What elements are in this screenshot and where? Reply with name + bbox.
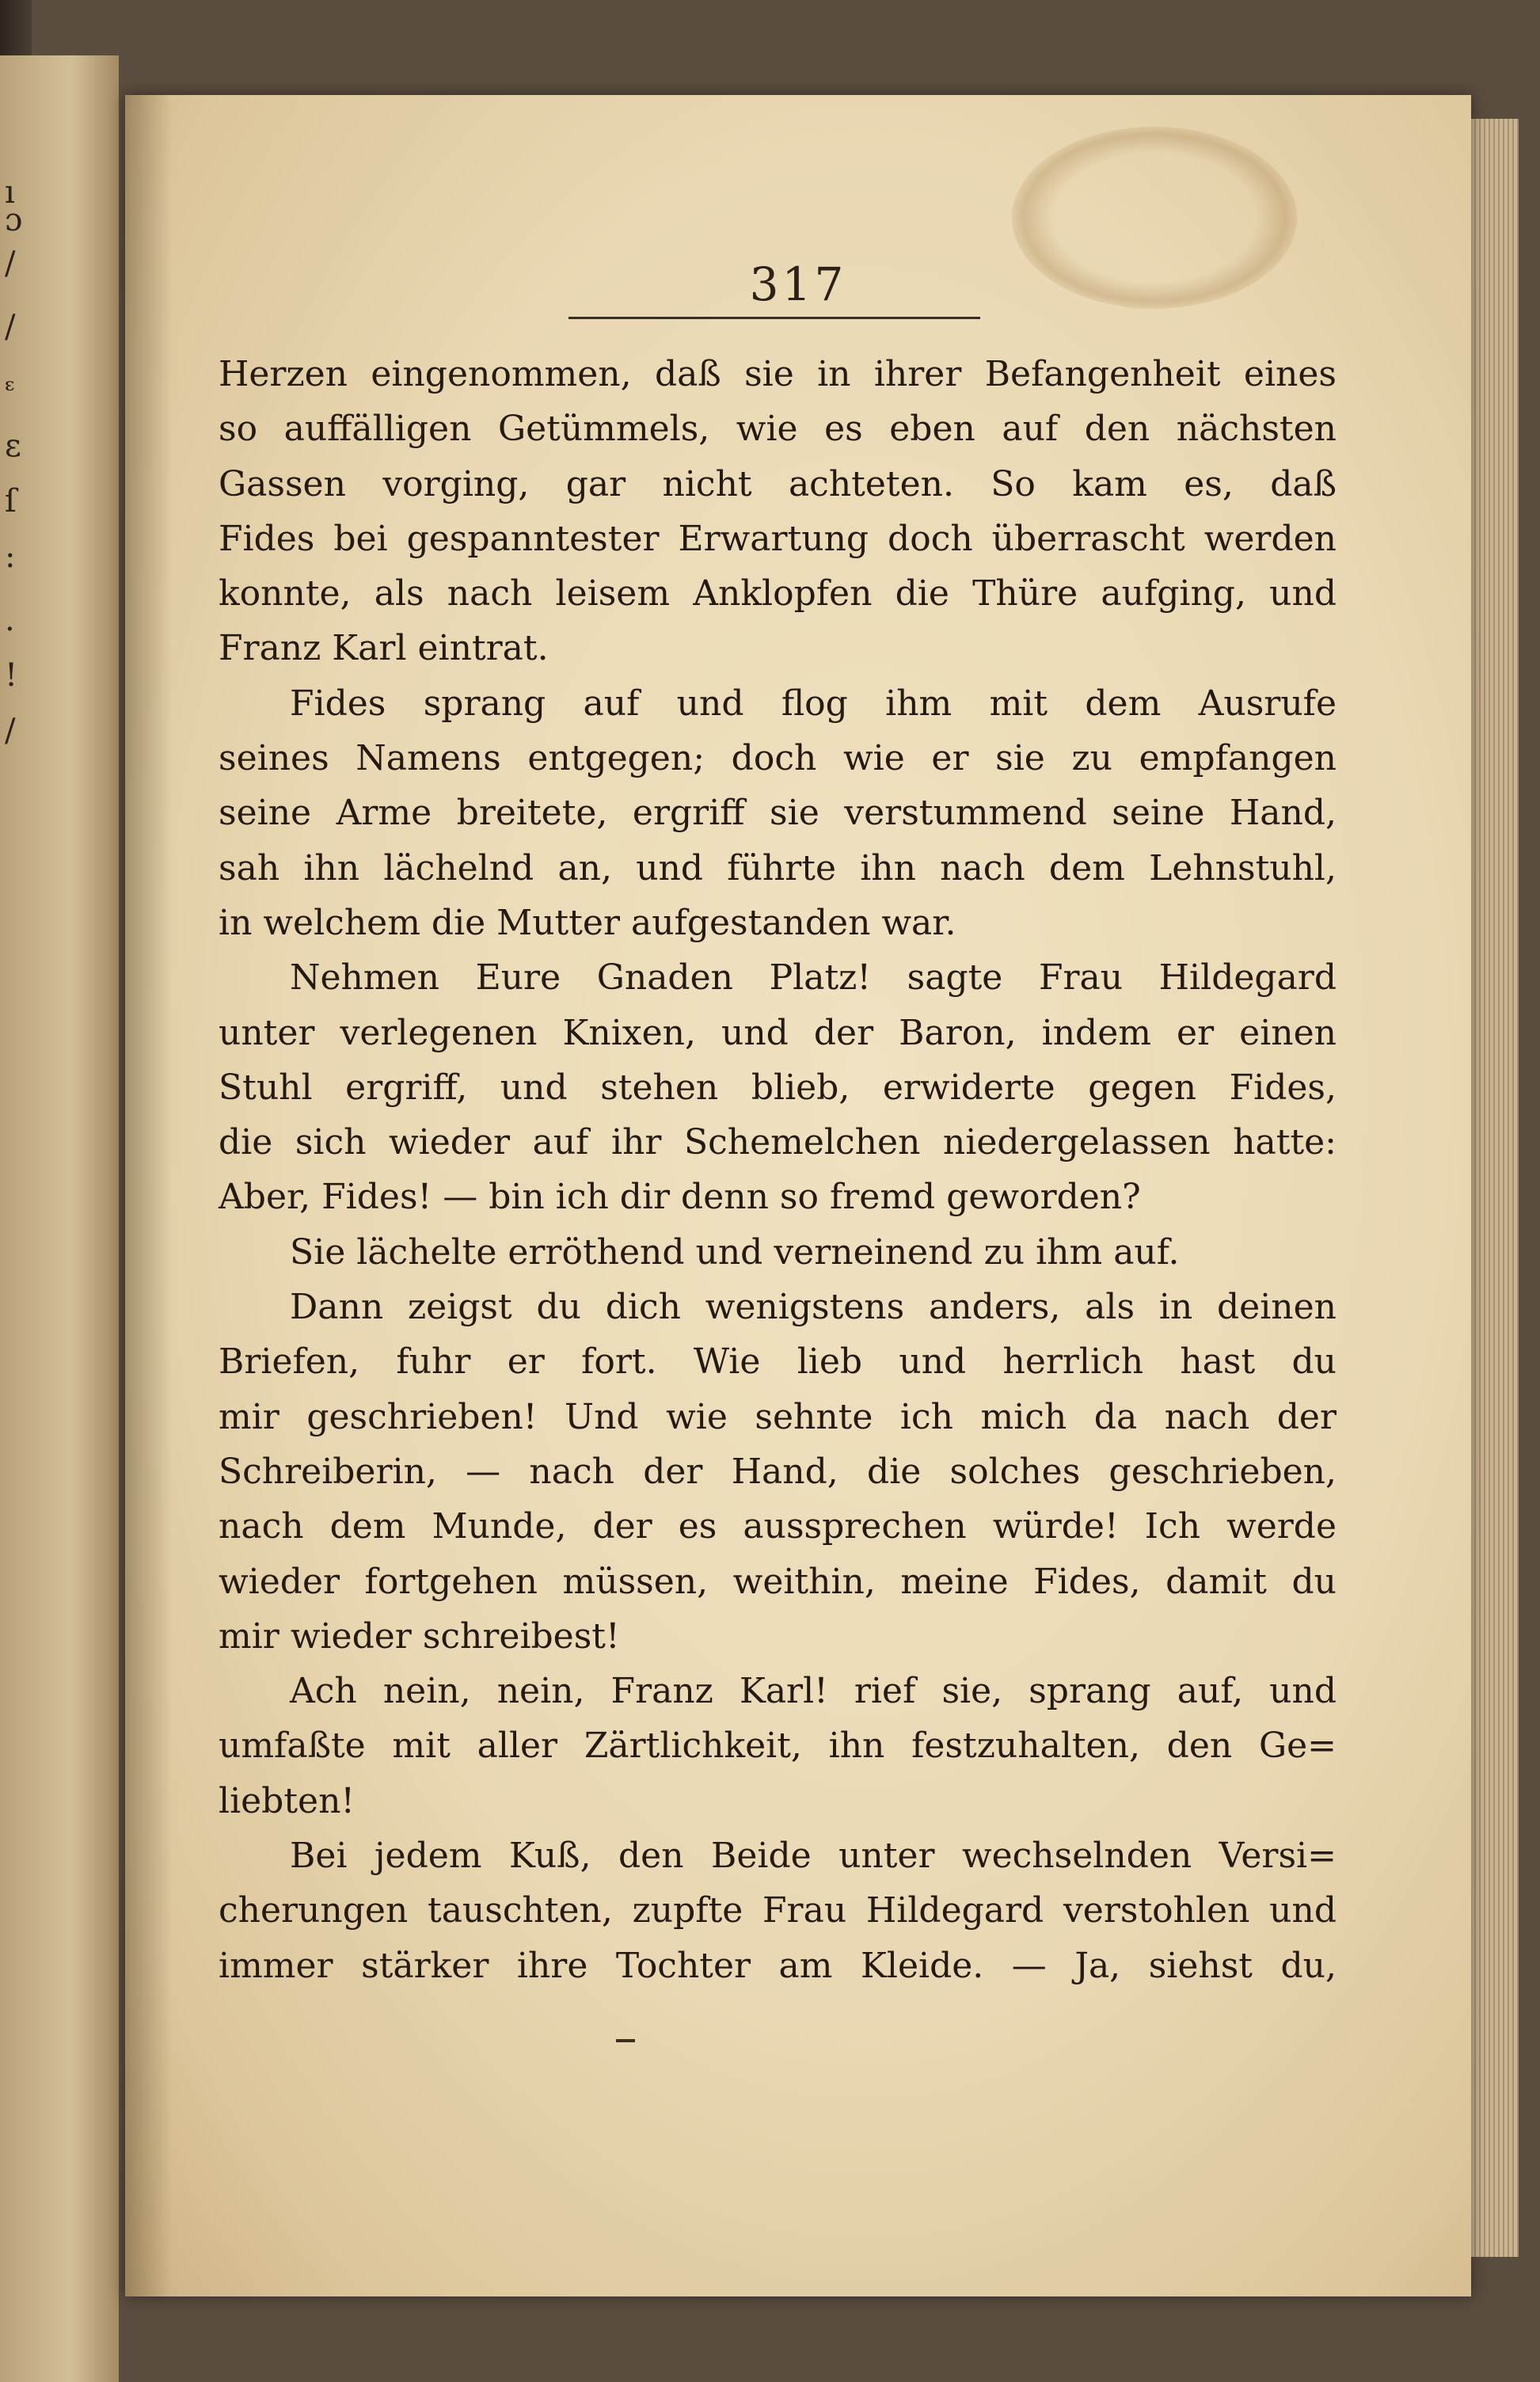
left-page-fragment: ı <box>5 174 15 211</box>
text-line: Schreiberin, — nach der Hand, die solches geschrieben, <box>219 1451 1337 1492</box>
book-page <box>125 95 1471 2296</box>
left-page-fragment: / <box>5 713 16 749</box>
text-line: Nehmen Eure Gnaden Platz! sagte Frau Hildegard <box>290 957 1337 999</box>
text-line: mir geschrieben! Und wie sehnte ich mich da nach der <box>219 1396 1337 1437</box>
ink-mark <box>616 2039 635 2042</box>
page-edges <box>1471 119 1519 2257</box>
text-line: unter verlegenen Knixen, und der Baron, indem er einen <box>219 1012 1337 1053</box>
text-line: mir wieder schreibest! <box>219 1615 620 1657</box>
text-line: Dann zeigst du dich wenigstens anders, als in deinen <box>290 1287 1337 1328</box>
left-page-fragment: / <box>5 309 16 345</box>
text-line: in welchem die Mutter aufgestanden war. <box>219 902 956 943</box>
text-line: nach dem Munde, der es aussprechen würde! Ich werde <box>219 1506 1337 1547</box>
left-page-fragment: : <box>5 538 16 575</box>
text-line: Franz Karl eintrat. <box>219 628 549 669</box>
left-page-fragment: ſ <box>5 483 17 519</box>
left-page-fragment: ᵋ <box>5 372 16 409</box>
text-line: cherungen tauschten, zupfte Frau Hildegard verstohlen und <box>219 1890 1337 1931</box>
text-line: Aber, Fides! — bin ich dir denn so fremd geworden? <box>219 1177 1141 1218</box>
text-line: Gassen vorging, gar nicht achteten. So kam es, daß <box>219 463 1337 504</box>
text-line: wieder fortgehen müssen, weithin, meine Fides, damit du <box>219 1561 1337 1602</box>
text-line: so auffälligen Getümmels, wie es eben auf den nächsten <box>219 409 1337 450</box>
text-line: umfaßte mit aller Zärtlichkeit, ihn festzuhalten, den Ge= <box>219 1726 1337 1767</box>
text-line: Briefen, fuhr er fort. Wie lieb und herrlich hast du <box>219 1341 1337 1383</box>
page-number-rule <box>568 317 980 319</box>
text-line: liebten! <box>219 1780 356 1821</box>
text-line: konnte, als nach leisem Anklopfen die Thüre aufging, und <box>219 573 1337 615</box>
left-page-fragment: ! <box>5 657 18 694</box>
text-line: seine Arme breitete, ergriff sie verstummend seine Hand, <box>219 793 1337 834</box>
left-page-sliver <box>0 55 119 2382</box>
body-text <box>219 347 1337 1993</box>
text-line: Sie lächelte erröthend und verneinend zu ihm auf. <box>290 1231 1180 1273</box>
text-line: seines Namens entgegen; doch wie er sie zu empfangen <box>219 738 1337 779</box>
text-line: Fides bei gespanntester Erwartung doch überrascht werden <box>219 518 1337 559</box>
left-page-fragment: / <box>5 245 16 282</box>
page-number: 317 <box>749 257 847 311</box>
page-gutter-shadow <box>125 95 173 2296</box>
left-page-fragment: ɛ <box>5 428 21 464</box>
left-page-fragment: ɔ <box>5 202 23 238</box>
water-stain <box>1012 127 1297 309</box>
text-line: Stuhl ergriff, und stehen blieb, erwiderte gegen Fides, <box>219 1067 1337 1108</box>
text-line: die sich wieder auf ihr Schemelchen niedergelassen hatte: <box>219 1122 1337 1163</box>
text-line: sah ihn lächelnd an, und führte ihn nach dem Lehnstuhl, <box>219 847 1337 888</box>
text-line: Ach nein, nein, Franz Karl! rief sie, sprang auf, und <box>290 1671 1337 1712</box>
text-line: Bei jedem Kuß, den Beide unter wechselnden Versi= <box>290 1836 1337 1877</box>
text-line: immer stärker ihre Tochter am Kleide. — Ja, siehst du, <box>219 1945 1337 1986</box>
text-line: Fides sprang auf und flog ihm mit dem Ausrufe <box>290 683 1337 724</box>
left-page-fragment: . <box>5 602 15 638</box>
text-line: Herzen eingenommen, daß sie in ihrer Befangenheit eines <box>219 354 1337 394</box>
